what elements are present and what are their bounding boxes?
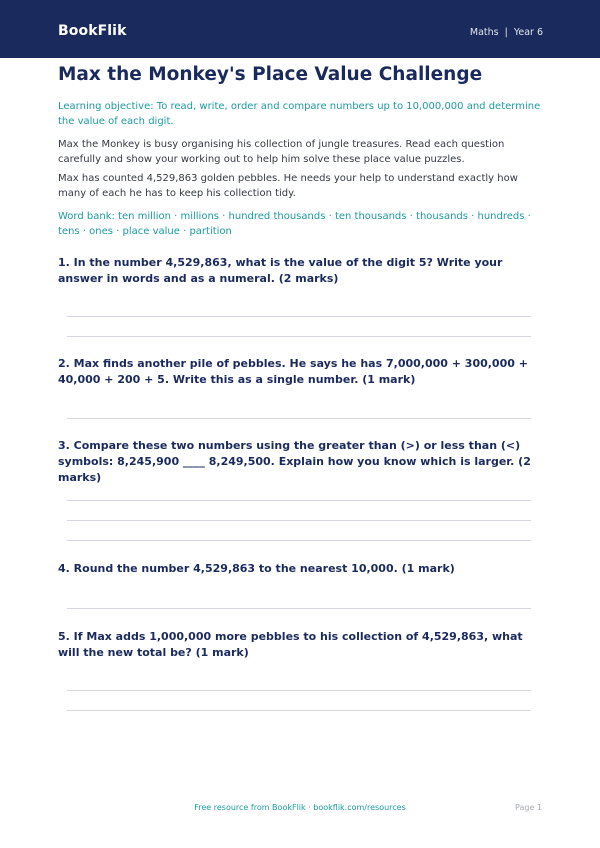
page-number: Page 1 — [515, 803, 542, 812]
answer-line[interactable] — [67, 418, 531, 419]
year-label: Year 6 — [513, 27, 543, 38]
context-paragraph: Max has counted 4,529,863 golden pebbles. He needs your help to understand exactly how many of each he has to keep his collection tidy. — [58, 173, 518, 199]
answer-line[interactable] — [67, 520, 531, 521]
learning-objective: Learning objective: To read, write, order and compare numbers up to 10,000,000 and determine the value of each digit. — [58, 101, 541, 127]
question-4: 4. Round the number 4,529,863 to the nearest 10,000. (1 mark) — [58, 562, 455, 575]
header-bar — [0, 0, 600, 58]
intro-paragraph: Max the Monkey is busy organising his collection of jungle treasures. Read each question carefully and show your working out to help him solve these place value puzzles. — [58, 139, 505, 165]
answer-line[interactable] — [67, 690, 531, 691]
answer-line[interactable] — [67, 710, 531, 711]
question-5: 5. If Max adds 1,000,000 more pebbles to his collection of 4,529,863, what will the new total be? (1 mark) — [58, 630, 523, 659]
page-title: Max the Monkey's Place Value Challenge — [58, 64, 483, 85]
word-bank: Word bank: ten million · millions · hundred thousands · ten thousands · thousands · hundreds · tens · ones · place value · partition — [58, 211, 531, 237]
subject-label: Maths — [469, 27, 499, 38]
brand-logo: BookFlik — [58, 23, 127, 39]
subject-year-label — [470, 27, 543, 38]
answer-line[interactable] — [67, 608, 531, 609]
question-2: 2. Max finds another pile of pebbles. He says he has 7,000,000 + 300,000 + 40,000 + 200 + 5. Write this as a single number. (1 mark) — [58, 357, 528, 386]
answer-line[interactable] — [67, 316, 531, 317]
footer-credit: Free resource from BookFlik · bookflik.com/resources — [194, 803, 406, 812]
answer-line[interactable] — [67, 500, 531, 501]
answer-line[interactable] — [67, 540, 531, 541]
answer-line[interactable] — [67, 336, 531, 337]
question-1: 1. In the number 4,529,863, what is the value of the digit 5? Write your answer in words and as a numeral. (2 marks) — [58, 256, 503, 285]
question-3: 3. Compare these two numbers using the greater than (>) or less than (<) symbols: 8,245,900 ____ 8,249,500. Explain how you know which is larger. (2 marks) — [58, 439, 531, 484]
separator: | — [504, 27, 508, 38]
